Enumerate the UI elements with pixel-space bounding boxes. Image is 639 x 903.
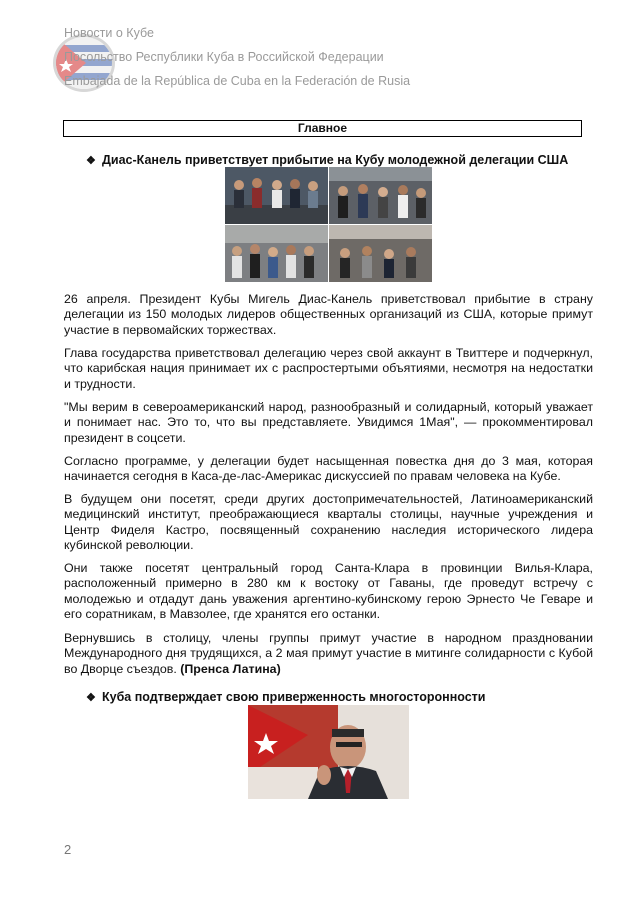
- header-title: Новости о Кубе: [64, 26, 154, 40]
- article1-paragraph-7: [64, 631, 593, 677]
- article1-paragraph-7-text: Вернувшись в столицу, члены группы примут участие в народном праздновании Международного дня трудящихся, а 2 мая примут участие в митинге солидарности с Кубой во Дворце съездов.: [64, 631, 593, 676]
- article1-headline-text: Диас-Канель приветствует прибытие на Кубу молодежной делегации США: [102, 153, 569, 167]
- header-embassy-ru: Посольство Республики Куба в Российской Федерации: [64, 50, 384, 64]
- article1-paragraph-5: В будущем они посетят, среди других достопримечательностей, Латиноамериканский медицинский институт, преображающиеся кварталы столицы, научные учреждения и Центр Фиделя Кастро, посвященный сохранению наследия исторического лидера кубинской революции.: [64, 492, 593, 553]
- article1-paragraph-3: "Мы верим в североамериканский народ, разнообразный и солидарный, который уважает и понимает нас. Это то, что вы представляете. Увидимся 1Мая", — прокомментировал президент в соцсети.: [64, 400, 593, 445]
- section-title: Главное: [63, 120, 582, 137]
- article1-paragraph-6: Они также посетят центральный город Санта-Клара в провинции Вилья-Клара, расположенный примерно в 280 км к востоку от Гаваны, где проведут встречу с молодежью и отдадут дань уважения аргентино-кубинскому герою Эрнесто Че Геваре и его соратникам, в Мавзолее, где хранятся его останки.: [64, 561, 593, 622]
- diamond-bullet-icon: ❖: [86, 692, 96, 704]
- diamond-bullet-icon: ❖: [86, 155, 96, 167]
- article1-photo: [225, 167, 432, 282]
- article2-headline-text: Куба подтверждает свою приверженность многосторонности: [102, 690, 486, 704]
- article1-paragraph-2: Глава государства приветствовал делегацию через свой аккаунт в Твиттере и подчеркнул, что карибская нация принимает их с распростертыми объятиями, несмотря на недостатки и трудности.: [64, 346, 593, 391]
- article2-headline: [86, 690, 485, 704]
- article2-photo: [248, 705, 409, 799]
- article1-paragraph-1: 26 апреля. Президент Кубы Мигель Диас-Канель приветствовал прибытие в страну делегации из 150 молодых лидеров общественных организаций из США, которые примут участие в первомайских торжествах.: [64, 292, 593, 337]
- page-number: 2: [64, 842, 72, 857]
- article1-headline: [86, 153, 568, 167]
- article1-paragraph-4: Согласно программе, у делегации будет насыщенная повестка дня до 3 мая, которая начинается сегодня в Каса-де-лас-Америкас дискуссией по правам человека на Кубе.: [64, 454, 593, 484]
- header-embassy-es: Embajada de la República de Cuba en la Federación de Rusia: [64, 74, 411, 88]
- article1-source: (Пренса Латина): [180, 661, 281, 676]
